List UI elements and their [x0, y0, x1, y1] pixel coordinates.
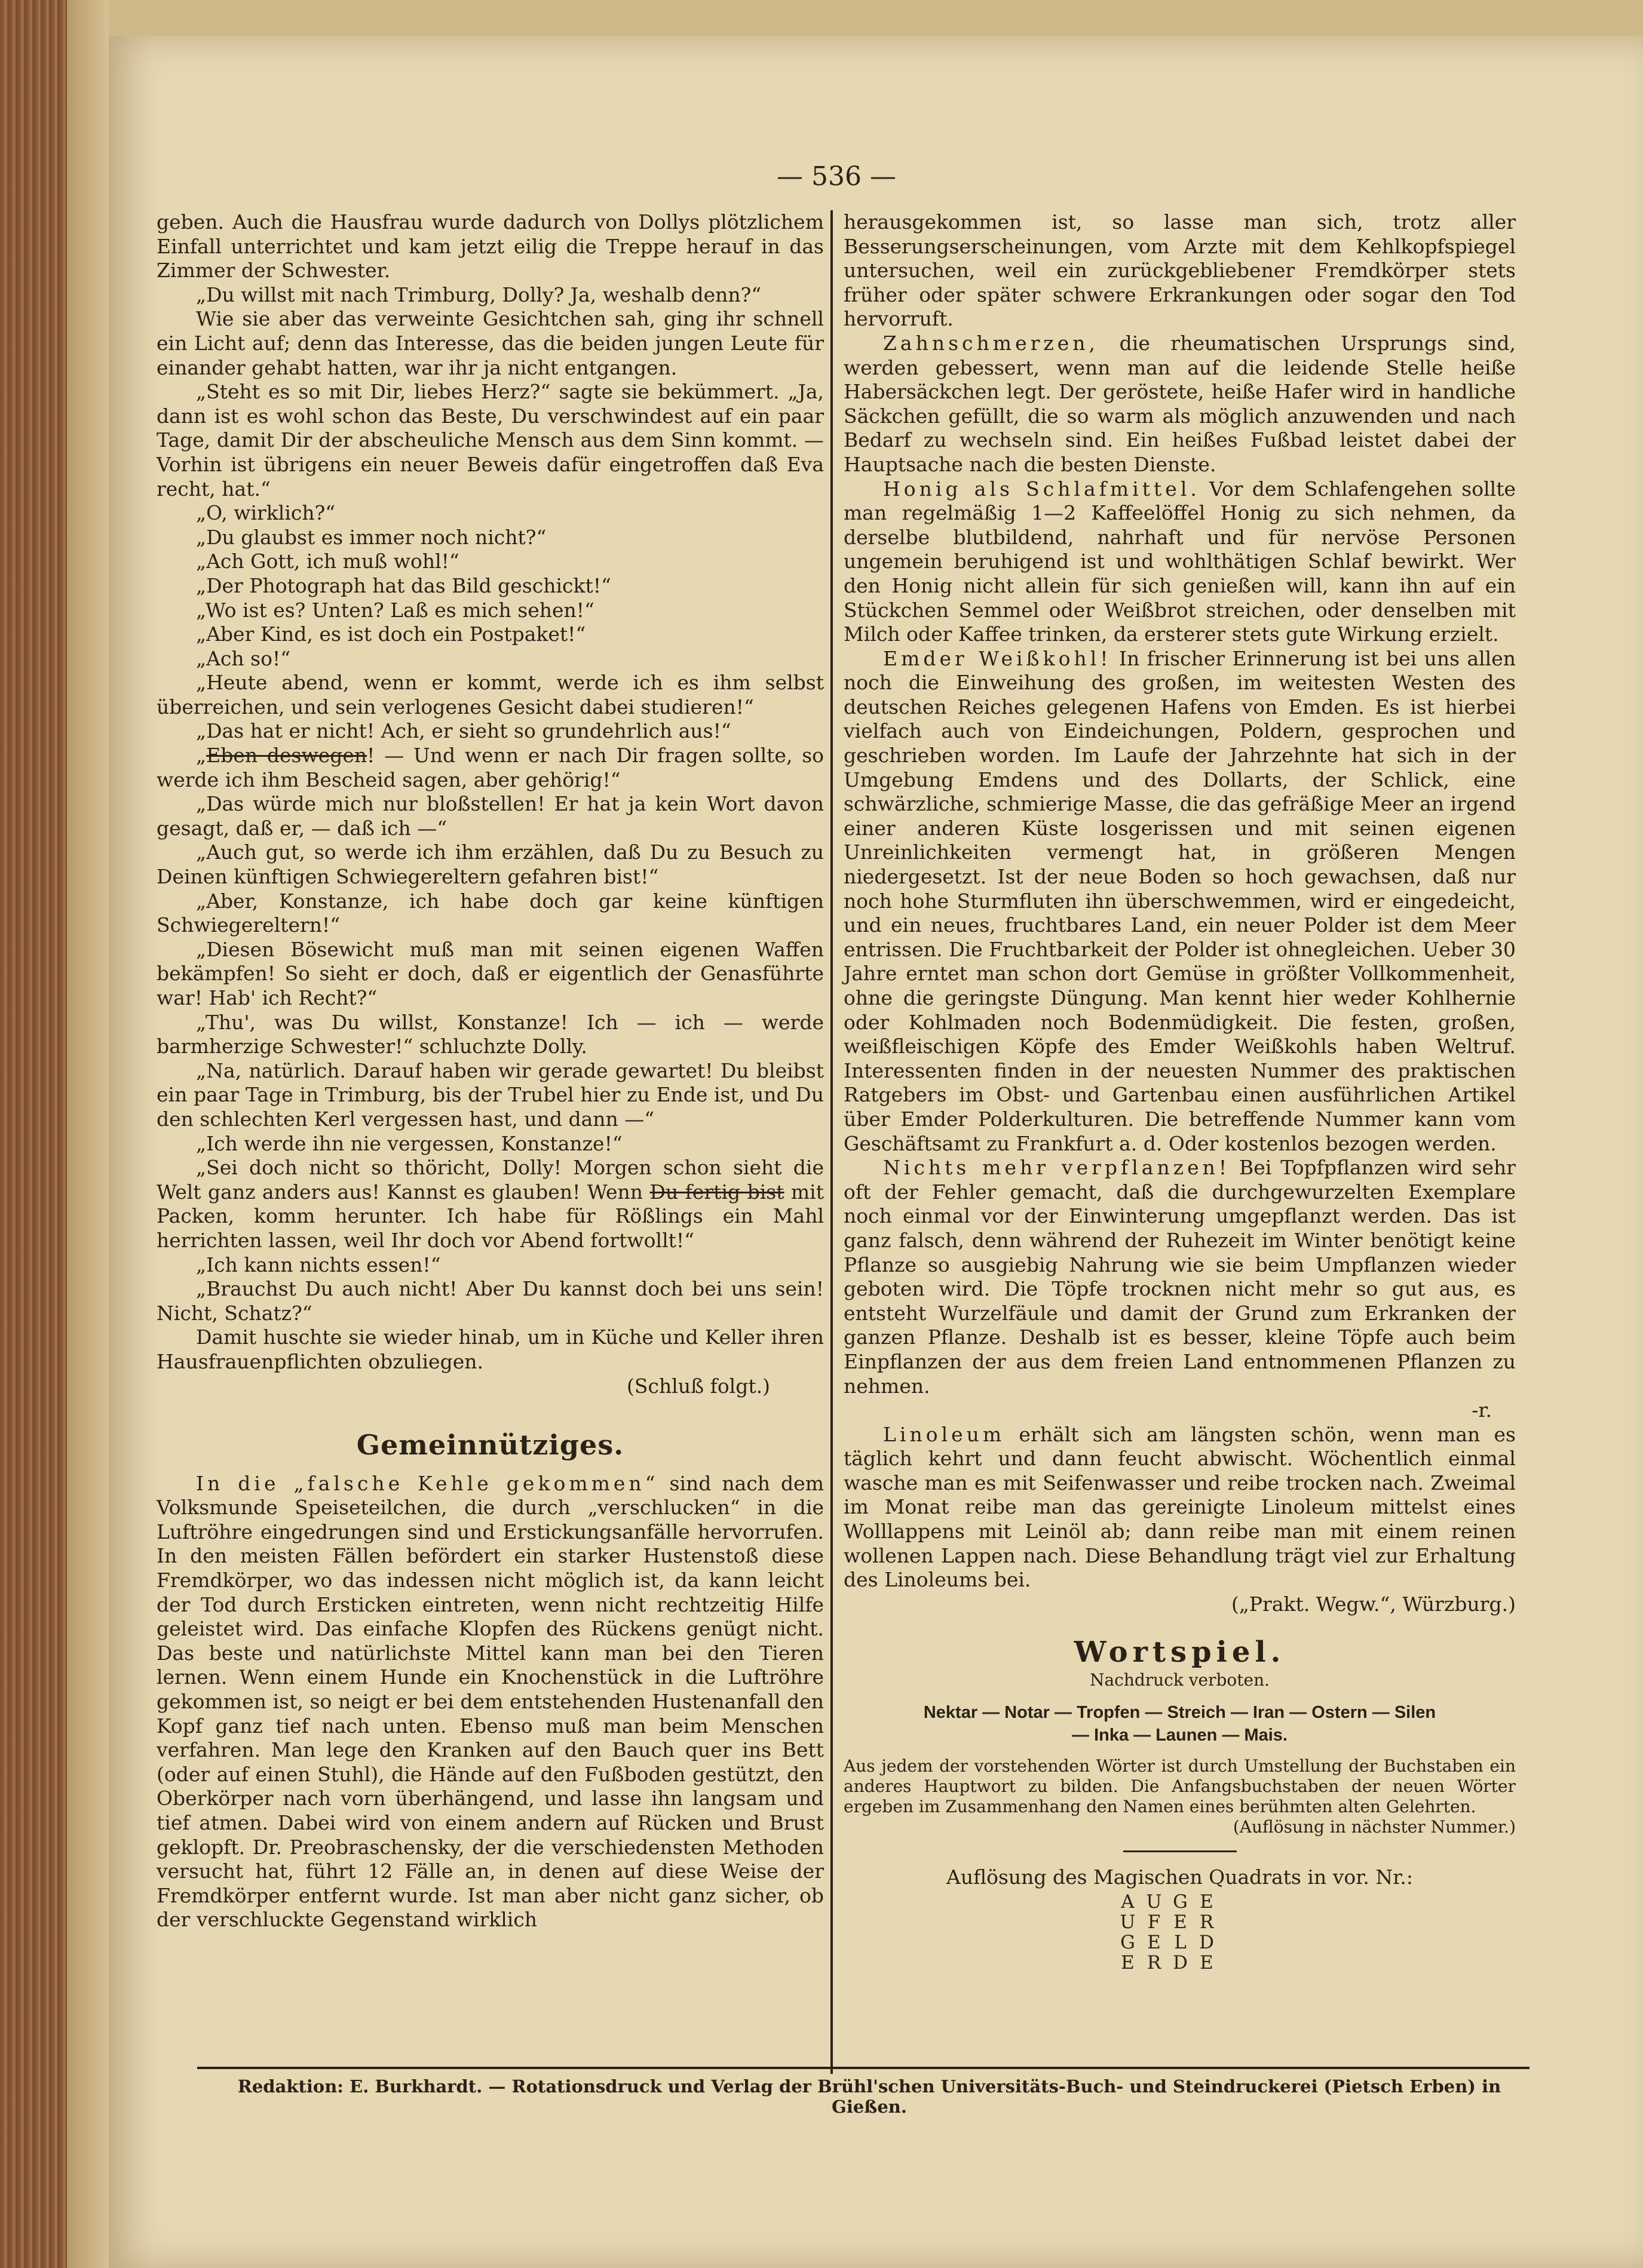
story-paragraph: „Das würde mich nur bloßstellen! Er hat ja kein Wort davon gesagt, daß er, — daß ich —“ [157, 792, 824, 840]
story-paragraph: „Das hat er nicht! Ach, er sieht so grundehrlich aus!“ [196, 719, 731, 743]
story-paragraph: „Ach Gott, ich muß wohl!“ [196, 550, 459, 573]
square-letter: F [1147, 1911, 1162, 1934]
square-letter: U [1120, 1911, 1137, 1934]
tip-body: sind nach dem Volksmunde Speiseteilchen, die durch „verschlucken“ in die Luftröhre eingedrungen sind und Erstickungsanfälle hervorrufen. In den meisten Fällen befördert ein starker Hustenstoß diese Fremdkörper, wo das indessen nicht möglich ist, da kann leicht der Tod durch Ersticken eintreten, wenn nicht rechtzeitig Hilfe geleistet wird. Das einfache Klopfen des Rückens genügt nicht. Das beste und natürlichste Mittel kann man bei den Tieren lernen. Wenn einem Hunde ein Knochenstück in die Luftröhre gekommen ist, so neigt er bei dem entstehenden Hustenanfall den Kopf ganz tief nach unten. Ebenso muß man beim Menschen verfahren. Man lege den Kranken auf den Bauch quer ins Bett (oder auf einen Stuhl), die Hände auf den Fußboden gestützt, den Oberkörper nach vorn überhängend, und lasse ihn langsam und tief atmen. Dabei wird von einem andern auf Rücken und Brust geklopft. Dr. Preobraschensky, der die verschiedensten Methoden versucht hat, führt 12 Fälle an, in denen auf diese Weise der Fremdkörper entfernt wurde. Ist man aber nicht ganz sicher, ob der verschluckte Gegenstand wirklich [157, 1471, 824, 1932]
wordplay-words [844, 1701, 1516, 1747]
tip-signature: -r. [1472, 1398, 1492, 1422]
story-text: mit Packen, komm herunter. Ich habe für Rößlings ein Mahl herrichten lassen, weil Ihr doch vor Abend fortwollt!“ [157, 1180, 824, 1252]
wordplay-words-line: Nektar — Notar — Tropfen — Streich — Iran — Ostern — Silen [923, 1702, 1436, 1722]
story-paragraph: „O, wirklich?“ [196, 501, 336, 525]
square-letter: G [1120, 1932, 1136, 1954]
story-paragraph: „Du willst mit nach Trimburg, Dolly? Ja, weshalb denn?“ [196, 283, 762, 306]
story-paragraph: „Diesen Bösewicht muß man mit seinen eigenen Waffen bekämpfen! So sieht er doch, daß er eigentlich der Genasführte war! Hab' ich Recht?“ [157, 937, 824, 1009]
tip-body: In frischer Erinnerung ist bei uns allen noch die Einweihung des großen, im weitesten Westen des deutschen Reiches gelegenen Hafens von Emden. Es ist hierbei vielfach auch von Eindeichungen, Poldern, gesprochen und geschrieben worden. Im Laufe der Jahrzehnte hat sich in der Umgebung Emdens und des Dollarts, der Schlick, eine schwärzliche, schmierige Masse, die das gefräßige Meer an irgend einer anderen Küste losgerissen und mit seinen eigenen Unreinlichkeiten vermengt hat, in größeren Mengen niedergesetzt. Ist der neue Boden so hoch gewachsen, daß nur noch hohe Sturmfluten ihn überschwemmen, wird er eingedeicht, und ein neues, fruchtbares Land, ein neuer Polder ist dem Meer entrissen. Die Fruchtbarkeit der Polder ist ohnegleichen. Ueber 30 Jahre erntet man schon dort Gemüse in größter Vollkommenheit, ohne die geringste Düngung. Man kennt hier weder Kohlhernie oder Kohlmaden noch Bodenmüdigkeit. Die festen, großen, weißfleischigen Köpfe des Emder Weißkohls haben Weltruf. Interessenten finden in der neuesten Nummer des praktischen Ratgebers im Obst- und Gartenbau einen ausführlichen Artikel über Emder Polderkulturen. Die betreffende Nummer kann vom Geschäftsamt zu Frankfurt a. d. Oder kostenlos bezogen werden. [844, 646, 1516, 1155]
square-letter: E [1121, 1952, 1136, 1974]
story-paragraph: „Aber Kind, es ist doch ein Postpaket!“ [196, 622, 586, 646]
tip-paragraph [844, 332, 1516, 477]
story-paragraph: „Der Photograph hat das Bild geschickt!“ [196, 573, 611, 597]
story-text: „Sei doch nicht so thöricht, Dolly! Morgen schon sieht die Welt ganz anders aus! Kannst es glauben! Wenn [157, 1156, 824, 1204]
book-gutter [67, 0, 109, 2268]
tip-title: Honig als Schlafmittel. [883, 477, 1200, 501]
story-paragraphs [157, 210, 824, 1374]
story-paragraph: „Ach so!“ [196, 646, 291, 670]
story-paragraph: „Wo ist es? Unten? Laß es mich sehen!“ [196, 598, 594, 622]
square-letter: R [1147, 1952, 1163, 1974]
wordplay-words-line: — Inka — Launen — Mais. [1072, 1725, 1288, 1745]
wordplay-note: (Auflösung in nächster Nummer.) [1233, 1816, 1516, 1837]
tip-paragraph [844, 1156, 1516, 1398]
tip-body: erhält sich am längsten schön, wenn man es täglich kehrt und dann feucht abwischt. Wöchentlich einmal wasche man es mit Seifenwasser und reibe trocken nach. Zweimal im Monat reibe man das gereinigte Linoleum mittelst eines Wolllappens mit Leinöl ab; dann reibe man mit einem reinen wollenen Lappen nach. Diese Behandlung trägt viel zur Erhaltung des Linoleums bei. [844, 1422, 1516, 1592]
divider [1123, 1850, 1237, 1852]
tip-title: Emder Weißkohl! [883, 646, 1112, 670]
story-text: ! — Und wenn er nach Dir fragen sollte, so werde ich ihm Bescheid sagen, aber gehörig!“ [157, 744, 824, 791]
wordplay-puzzle [844, 1635, 1516, 1974]
left-column [157, 210, 824, 1932]
tip-title: Linoleum [883, 1422, 1006, 1446]
tip-paragraph [844, 647, 1516, 1156]
story-paragraph [157, 1156, 824, 1253]
square-letter: E [1200, 1952, 1215, 1974]
story-paragraph: „Thu', was Du willst, Konstanze! Ich — ich — werde barmherzige Schwester!“ schluchzte Dolly. [157, 1010, 824, 1058]
square-letter: U [1146, 1891, 1163, 1913]
tip-title: Nichts mehr verpflanzen! [883, 1156, 1231, 1180]
continuation-note: (Schluß folgt.) [627, 1374, 770, 1398]
wordplay-instructions-text: Aus jedem der vorstehenden Wörter ist durch Umstellung der Buchstaben ein anderes Hauptwort zu bilden. Die Anfangsbuchstaben der neuen Wörter ergeben im Zusammenhang den Namen eines berühmten alten Gelehrten. [844, 1756, 1516, 1816]
wordplay-title: Wortspiel. [1074, 1635, 1286, 1669]
square-letter: E [1173, 1911, 1188, 1934]
story-paragraph: „Eben deswegen! — Und wenn er nach Dir fragen sollte, so werde ich ihm Bescheid sagen, aber gehörig!“ [157, 744, 824, 791]
square-letter: R [1199, 1911, 1215, 1934]
story-paragraph: „Heute abend, wenn er kommt, werde ich es ihm selbst überreichen, und sein verlogenes Gesicht dabei studieren!“ [157, 671, 824, 719]
magic-square-heading: Auflösung des Magischen Quadrats in vor. Nr.: [946, 1865, 1413, 1889]
column-divider [830, 210, 833, 2074]
page-number: — 536 — [777, 161, 896, 192]
tip-body: Vor dem Schlafengehen sollte man regelmäßig 1—2 Kaffeelöffel Honig zu sich nehmen, da derselbe blutbildend, nahrhaft und für nervöse Personen ungemein beruhigend ist und wohlthätigen Schlaf bewirkt. Wer den Honig nicht allein für sich genießen will, kann ihn auf ein Stückchen Semmel oder Weißbrot streichen, oder denselben mit Milch oder Kaffee trinken, da ersterer stets gute Wirkung erzielt. [844, 477, 1516, 646]
wordplay-subtitle: Nachdruck verboten. [1089, 1670, 1270, 1690]
tip-paragraph [844, 477, 1516, 647]
square-letter: L [1174, 1932, 1188, 1954]
story-paragraph: „Du glaubst es immer noch nicht?“ [196, 525, 547, 549]
tip-source: („Prakt. Wegw.“, Würzburg.) [1231, 1592, 1516, 1616]
tip-body: Bei Topfpflanzen wird sehr oft der Fehler gemacht, daß die durchgewurzelten Exemplare noch einmal vor der Einwinterung umgepflanzt werden. Das ist ganz falsch, denn während der Ruhezeit im Winter benötigt keine Pflanze so ausgiebig Nahrung wie sie beim Umpflanzen wieder geboten wird. Die Töpfe trocknen nicht mehr so gut aus, es entsteht Wurzelfäule und damit der Grund zum Erkranken der ganzen Pflanze. Deshalb ist es besser, kleine Töpfe auch beim Einpflanzen der aus dem freien Land entnommenen Pflanzen zu nehmen. [844, 1156, 1516, 1398]
imprint-footer: Redaktion: E. Burkhardt. — Rotationsdruck und Verlag der Brühl'schen Universitäts-Buch- und Steindruckerei (Pietsch Erben) in Gießen. [237, 2076, 1501, 2117]
story-paragraph: „Ich werde ihn nie vergessen, Konstanze!“ [196, 1131, 623, 1155]
footer-rule [197, 2067, 1529, 2069]
book-page-edges [0, 0, 67, 2268]
struck-text: Eben deswegen [206, 744, 367, 768]
struck-text: Du fertig bist [649, 1180, 784, 1204]
tip-paragraph: herausgekommen ist, so lasse man sich, trotz aller Besserungserscheinungen, vom Arzte mit dem Kehlkopfspiegel untersuchen, weil ein zurückgebliebener Fremdkörper stets früher oder später schwere Erkrankungen oder sogar den Tod hervorruft. [844, 210, 1516, 331]
story-paragraph: „Steht es so mit Dir, liebes Herz?“ sagte sie bekümmert. „Ja, dann ist es wohl schon das Beste, Du verschwindest auf ein paar Tage, damit Dir der abscheuliche Mensch aus dem Sinn kommt. — Vorhin ist übrigens ein neuer Beweis dafür eingetroffen daß Eva recht, hat.“ [157, 380, 824, 501]
story-paragraph: Damit huschte sie wieder hinab, um in Küche und Keller ihren Hausfrauenpflichten obzuliegen. [157, 1325, 824, 1373]
story-paragraph: „Ich kann nichts essen!“ [196, 1253, 441, 1276]
story-paragraph: Wie sie aber das verweinte Gesichtchen sah, ging ihr schnell ein Licht auf; denn das Interesse, das die beiden jungen Leute für einander gehabt hatten, war ihr ja nicht entgangen. [157, 307, 824, 379]
wordplay-instructions [844, 1756, 1516, 1837]
square-letter: G [1173, 1891, 1189, 1913]
story-paragraph: „Brauchst Du auch nicht! Aber Du kannst doch bei uns sein! Nicht, Schatz?“ [157, 1277, 824, 1325]
tip-paragraph [844, 1423, 1516, 1592]
tip-title: Zahnschmerzen, [883, 331, 1099, 355]
tip-body: die rheumatischen Ursprungs sind, werden gebessert, wenn man auf die leidende Stelle heiße Habersäckchen legt. Der geröstete, heiße Hafer wird in handliche Säckchen gefüllt, die so warm als möglich anzuwenden und nach Bedarf zu wechseln sind. Ein heißes Fußbad leistet dabei der Hauptsache nach die besten Dienste. [844, 331, 1516, 476]
square-letter: A [1121, 1891, 1136, 1913]
story-paragraph: geben. Auch die Hausfrau wurde dadurch von Dollys plötzlichem Einfall unterrichtet und kam jetzt eilig die Treppe herauf in das Zimmer der Schwester. [157, 210, 824, 283]
tip-title: In die „falsche Kehle gekommen“ [196, 1471, 659, 1495]
tip-paragraph [157, 1472, 824, 1932]
square-letter: E [1147, 1932, 1162, 1954]
story-paragraph: „Na, natürlich. Darauf haben wir gerade gewartet! Du bleibst ein paar Tage in Trimburg, bis der Trubel hier zu Ende ist, und Du den schlechten Kerl vergessen hast, und dann —“ [157, 1058, 824, 1131]
right-column [844, 210, 1516, 1973]
square-letter: D [1173, 1952, 1189, 1974]
story-paragraph: „Auch gut, so werde ich ihm erzählen, daß Du zu Besuch zu Deinen künftigen Schwiegereltern gefahren bist!“ [157, 840, 824, 889]
square-letter: D [1199, 1932, 1215, 1954]
section-heading: Gemeinnütziges. [356, 1429, 624, 1462]
square-letter: E [1200, 1891, 1215, 1913]
magic-square [820, 1892, 1516, 1973]
story-paragraph: „Aber, Konstanze, ich habe doch gar keine künftigen Schwiegereltern!“ [157, 889, 824, 937]
